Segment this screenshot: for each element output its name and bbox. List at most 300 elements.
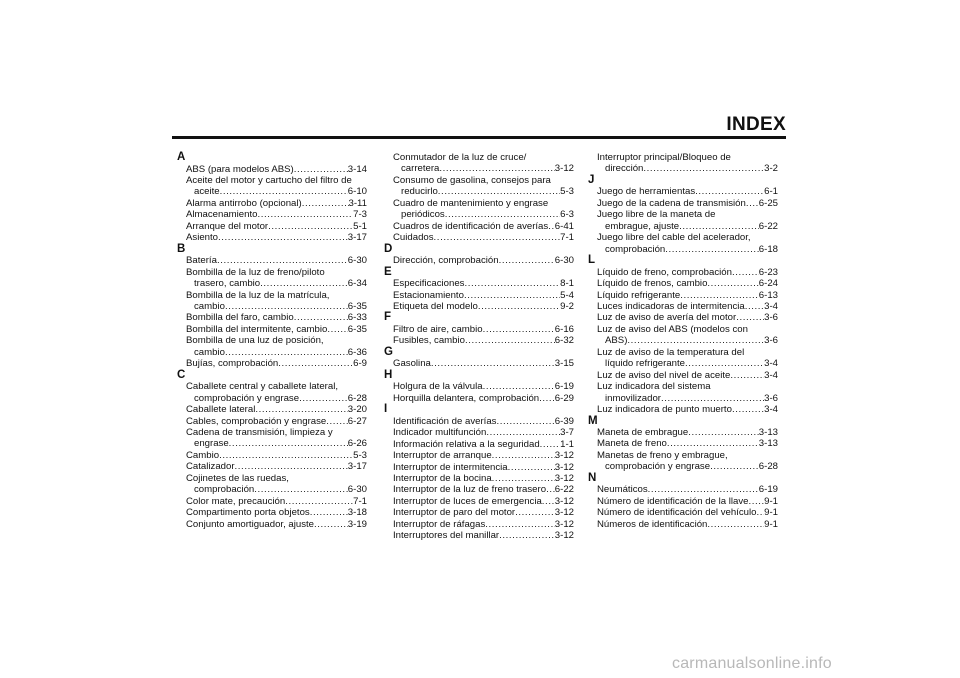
index-entry bbox=[177, 164, 367, 175]
index-entry-page: 9-1 bbox=[764, 495, 778, 507]
dot-leader bbox=[695, 186, 764, 197]
index-entry-label: Número de identificación del vehículo bbox=[597, 507, 757, 519]
dot-leader bbox=[746, 198, 759, 209]
index-entry-label: ABS (para modelos ABS) bbox=[186, 163, 294, 175]
index-letter-heading: C bbox=[177, 368, 186, 381]
index-entry bbox=[384, 530, 574, 541]
index-entry-line: Luz de aviso de la temperatura del bbox=[597, 346, 745, 358]
index-letter-heading: N bbox=[588, 471, 597, 484]
index-entry-label: Número de identificación de la llave bbox=[597, 495, 749, 507]
dot-leader bbox=[736, 312, 764, 323]
index-entry bbox=[177, 438, 367, 449]
dot-leader bbox=[732, 404, 764, 415]
index-entry-page: 6-33 bbox=[347, 312, 367, 324]
index-entry-label: Interruptores del manillar bbox=[393, 530, 500, 542]
index-entry-page: 6-16 bbox=[554, 323, 574, 335]
index-entry-page: 3-4 bbox=[764, 300, 778, 312]
dot-leader bbox=[326, 416, 348, 427]
index-letter-heading: A bbox=[177, 151, 186, 163]
dot-leader bbox=[665, 244, 759, 255]
index-entry-page: 9-1 bbox=[764, 518, 778, 530]
index-entry-label: cambio bbox=[194, 300, 225, 312]
dot-leader bbox=[492, 450, 555, 461]
index-entry-label: comprobación bbox=[605, 243, 666, 255]
index-letter-heading: H bbox=[384, 368, 393, 381]
index-entry-label: Holgura de la válvula bbox=[393, 381, 483, 393]
index-entry-label: trasero, cambio bbox=[194, 278, 261, 290]
index-entry-line: Juego libre de la maneta de bbox=[597, 209, 716, 221]
index-entry-line: Cuadro de mantenimiento y engrase bbox=[393, 197, 549, 209]
index-entry-label: Almacenamiento bbox=[186, 209, 258, 221]
index-letter-heading: G bbox=[384, 345, 393, 358]
index-entry-label: Interruptor de luces de emergencia bbox=[393, 495, 542, 507]
index-entry-page: 3-6 bbox=[764, 392, 778, 404]
index-entry-label: Cuidados bbox=[393, 232, 434, 244]
dot-leader bbox=[515, 507, 555, 518]
index-entry bbox=[384, 186, 574, 197]
index-entry bbox=[384, 439, 574, 450]
index-entry bbox=[384, 290, 574, 301]
index-entry-page: 9-1 bbox=[764, 507, 778, 519]
dot-leader bbox=[483, 324, 555, 335]
index-entry bbox=[588, 186, 778, 197]
dot-leader bbox=[314, 519, 348, 530]
index-entry-line: Cojinetes de las ruedas, bbox=[186, 472, 289, 484]
dot-leader bbox=[627, 335, 764, 346]
dot-leader bbox=[217, 255, 348, 266]
dot-leader bbox=[680, 290, 759, 301]
index-entry-page: 3-15 bbox=[554, 358, 574, 370]
dot-leader bbox=[260, 278, 348, 289]
index-entry bbox=[177, 347, 367, 358]
dot-leader bbox=[710, 461, 759, 472]
index-entry-page: 6-24 bbox=[758, 278, 778, 290]
index-entry-page: 6-35 bbox=[347, 300, 367, 312]
index-letter-heading: M bbox=[588, 414, 598, 427]
index-entry-label: Horquilla delantera, comprobación bbox=[393, 392, 540, 404]
index-entry-page: 3-17 bbox=[347, 232, 367, 244]
index-letter-heading: I bbox=[384, 403, 388, 416]
index-entry bbox=[177, 255, 367, 266]
index-entry bbox=[588, 267, 778, 278]
index-entry-page: 3-20 bbox=[347, 404, 367, 416]
dot-leader bbox=[439, 163, 554, 174]
index-entry bbox=[177, 358, 367, 369]
index-entry bbox=[384, 301, 574, 312]
watermark[interactable]: carmanualsonline.info bbox=[672, 655, 832, 672]
index-entry bbox=[384, 484, 574, 495]
index-entry-label: comprobación y engrase bbox=[194, 392, 300, 404]
dot-leader bbox=[434, 232, 561, 243]
index-entry-label: Bombilla del intermitente, cambio bbox=[186, 323, 328, 335]
index-entry-label: Bombilla del faro, cambio bbox=[186, 312, 294, 324]
index-entry-page: 3-17 bbox=[347, 461, 367, 473]
index-entry bbox=[588, 519, 778, 530]
index-letter-heading: J bbox=[588, 173, 595, 186]
index-entry-line: Luz de aviso del ABS (modelos con bbox=[597, 323, 748, 335]
index-entry-label: Batería bbox=[186, 255, 217, 267]
index-entry-label: engrase bbox=[194, 438, 229, 450]
index-entry-page: 6-34 bbox=[347, 278, 367, 290]
index-entry-page: 6-9 bbox=[353, 358, 367, 370]
dot-leader bbox=[548, 221, 555, 232]
index-entry bbox=[177, 232, 367, 243]
dot-leader bbox=[219, 450, 353, 461]
dot-leader bbox=[464, 278, 560, 289]
index-entry-label: Líquido de freno, comprobación bbox=[597, 266, 732, 278]
index-entry-page: 7-3 bbox=[353, 209, 367, 221]
index-entry-label: Líquido de frenos, cambio bbox=[597, 278, 708, 290]
index-entry bbox=[588, 507, 778, 518]
index-column-2 bbox=[384, 152, 574, 542]
index-entry bbox=[384, 221, 574, 232]
index-entry-page: 3-13 bbox=[758, 438, 778, 450]
index-entry-page: 9-2 bbox=[560, 300, 574, 312]
index-entry-page: 6-30 bbox=[347, 255, 367, 267]
index-entry-page: 7-1 bbox=[560, 232, 574, 244]
index-entry bbox=[177, 209, 367, 220]
index-entry bbox=[177, 507, 367, 518]
index-entry-label: Interruptor de ráfagas bbox=[393, 518, 486, 530]
index-letter-heading: F bbox=[384, 311, 392, 324]
index-entry-page: 3-12 bbox=[554, 163, 574, 175]
dot-leader bbox=[643, 163, 764, 174]
index-letter-heading: D bbox=[384, 242, 393, 255]
dot-leader bbox=[431, 358, 555, 369]
index-entry bbox=[384, 393, 574, 404]
dot-leader bbox=[255, 404, 347, 415]
index-entry bbox=[588, 370, 778, 381]
index-entry-page: 3-11 bbox=[348, 197, 367, 209]
index-entry-page: 6-28 bbox=[347, 392, 367, 404]
index-entry bbox=[588, 438, 778, 449]
index-entry-page: 3-12 bbox=[554, 472, 574, 484]
dot-leader bbox=[465, 335, 555, 346]
index-entry-label: Catalizador bbox=[186, 461, 235, 473]
index-entry-label: Juego de herramientas bbox=[597, 186, 696, 198]
index-entry-label: Especificaciones bbox=[393, 278, 465, 290]
index-entry-page: 6-10 bbox=[347, 186, 367, 198]
index-entry bbox=[384, 519, 574, 530]
index-entry-line: Conmutador de la luz de cruce/ bbox=[393, 152, 527, 163]
index-letter-heading: B bbox=[177, 242, 186, 255]
index-entry-line: Consumo de gasolina, consejos para bbox=[393, 174, 551, 186]
dot-leader bbox=[667, 438, 759, 449]
index-entry bbox=[177, 484, 367, 495]
index-entry-page: 5-4 bbox=[560, 289, 574, 301]
index-entry-label: Luz de aviso de avería del motor bbox=[597, 312, 737, 324]
index-entry-page: 5-3 bbox=[353, 449, 367, 461]
index-entry-page: 6-23 bbox=[758, 266, 778, 278]
index-entry bbox=[177, 450, 367, 461]
index-entry-label: inmovilizador bbox=[605, 392, 661, 404]
index-entry-line: Aceite del motor y cartucho del filtro de bbox=[186, 174, 352, 186]
index-entry bbox=[588, 484, 778, 495]
dot-leader bbox=[756, 507, 764, 518]
index-entry-label: Interruptor de la bocina bbox=[393, 472, 492, 484]
index-entry-page: 3-6 bbox=[764, 312, 778, 324]
index-entry-page: 6-35 bbox=[347, 323, 367, 335]
index-entry bbox=[588, 393, 778, 404]
index-entry-label: Asiento bbox=[186, 232, 218, 244]
dot-leader bbox=[218, 232, 348, 243]
index-entry-page: 6-18 bbox=[758, 243, 778, 255]
dot-leader bbox=[438, 186, 560, 197]
index-entry-label: Identificación de averías bbox=[393, 415, 497, 427]
index-entry-page: 3-2 bbox=[764, 163, 778, 175]
index-entry-label: Juego de la cadena de transmisión bbox=[597, 197, 746, 209]
index-entry-line: Bombilla de la luz de freno/piloto bbox=[186, 266, 325, 278]
dot-leader bbox=[707, 278, 758, 289]
index-entry-page: 6-3 bbox=[560, 209, 574, 221]
index-entry bbox=[177, 186, 367, 197]
index-entry-label: Luces indicadoras de intermitencia bbox=[597, 300, 745, 312]
index-entry-label: aceite bbox=[194, 186, 220, 198]
dot-leader bbox=[508, 462, 555, 473]
dot-leader bbox=[499, 255, 555, 266]
index-entry bbox=[384, 324, 574, 335]
index-entry-line: Caballete central y caballete lateral, bbox=[186, 381, 338, 393]
index-entry-line: Interruptor principal/Bloqueo de bbox=[597, 152, 731, 163]
index-entry-page: 3-12 bbox=[554, 530, 574, 542]
dot-leader bbox=[483, 381, 555, 392]
index-entry-page: 6-19 bbox=[758, 484, 778, 496]
dot-leader bbox=[254, 484, 348, 495]
index-entry-label: Arranque del motor bbox=[186, 220, 269, 232]
index-entry-line: Cadena de transmisión, limpieza y bbox=[186, 427, 333, 439]
index-entry-page: 6-13 bbox=[758, 289, 778, 301]
dot-leader bbox=[225, 301, 348, 312]
dot-leader bbox=[464, 290, 560, 301]
dot-leader bbox=[732, 267, 759, 278]
index-entry-page: 7-1 bbox=[353, 495, 367, 507]
index-entry bbox=[177, 324, 367, 335]
index-entry-page: 6-22 bbox=[554, 484, 574, 496]
index-entry bbox=[384, 496, 574, 507]
title-rule bbox=[172, 136, 786, 139]
index-entry bbox=[177, 416, 367, 427]
index-entry bbox=[384, 416, 574, 427]
index-entry-page: 1-1 bbox=[560, 438, 574, 450]
index-entry-page: 5-1 bbox=[353, 220, 367, 232]
index-entry-page: 6-41 bbox=[554, 220, 574, 232]
index-entry bbox=[384, 255, 574, 266]
index-entry bbox=[384, 507, 574, 518]
index-entry bbox=[588, 221, 778, 232]
dot-leader bbox=[445, 209, 560, 220]
index-entry-page: 3-4 bbox=[764, 404, 778, 416]
index-entry-page: 6-28 bbox=[758, 461, 778, 473]
dot-leader bbox=[661, 393, 764, 404]
index-entry-label: Maneta de freno bbox=[597, 438, 667, 450]
index-entry bbox=[177, 461, 367, 472]
index-entry bbox=[588, 358, 778, 369]
index-entry-label: periódicos bbox=[401, 209, 445, 221]
index-entry bbox=[588, 335, 778, 346]
index-entry bbox=[177, 312, 367, 323]
dot-leader bbox=[268, 221, 353, 232]
index-entry-label: cambio bbox=[194, 346, 225, 358]
index-entry-label: Color mate, precaución bbox=[186, 495, 286, 507]
index-entry-line: Manetas de freno y embrague, bbox=[597, 449, 728, 461]
index-entry bbox=[384, 335, 574, 346]
index-entry-label: Interruptor de paro del motor bbox=[393, 507, 516, 519]
index-entry-label: Dirección, comprobación bbox=[393, 255, 499, 267]
index-entry-label: Interruptor de intermitencia bbox=[393, 461, 508, 473]
dot-leader bbox=[285, 496, 353, 507]
index-entry bbox=[588, 290, 778, 301]
index-entry-line: Luz indicadora del sistema bbox=[597, 381, 711, 393]
index-entry-page: 6-32 bbox=[554, 335, 574, 347]
dot-leader bbox=[257, 209, 353, 220]
dot-leader bbox=[679, 221, 759, 232]
index-entry-label: comprobación y engrase bbox=[605, 461, 711, 473]
index-entry bbox=[384, 163, 574, 174]
index-entry-label: líquido refrigerante bbox=[605, 358, 685, 370]
index-entry bbox=[384, 209, 574, 220]
index-entry bbox=[177, 393, 367, 404]
dot-leader bbox=[485, 519, 555, 530]
index-entry-label: Información relativa a la seguridad bbox=[393, 438, 540, 450]
index-entry-page: 3-13 bbox=[758, 427, 778, 439]
index-entry-page: 8-1 bbox=[560, 278, 574, 290]
index-entry-label: Interruptor de arranque bbox=[393, 450, 492, 462]
index-entry bbox=[384, 427, 574, 438]
index-entry-label: ABS) bbox=[605, 335, 628, 347]
index-entry bbox=[588, 244, 778, 255]
dot-leader bbox=[748, 496, 764, 507]
index-entry-page: 6-22 bbox=[758, 220, 778, 232]
index-entry bbox=[384, 278, 574, 289]
index-entry bbox=[384, 381, 574, 392]
dot-leader bbox=[225, 347, 348, 358]
index-entry-label: Gasolina bbox=[393, 358, 431, 370]
index-entry-page: 3-12 bbox=[554, 518, 574, 530]
index-entry-page: 6-30 bbox=[554, 255, 574, 267]
index-entry-label: Luz de aviso del nivel de aceite bbox=[597, 369, 731, 381]
dot-leader bbox=[478, 301, 560, 312]
index-entry-label: Conjunto amortiguador, ajuste bbox=[186, 518, 314, 530]
index-entry bbox=[588, 461, 778, 472]
index-entry-page: 6-1 bbox=[764, 186, 778, 198]
index-entry-line: Juego libre del cable del acelerador, bbox=[597, 232, 751, 244]
dot-leader bbox=[294, 312, 348, 323]
index-entry bbox=[177, 278, 367, 289]
dot-leader bbox=[730, 370, 764, 381]
index-entry-label: comprobación bbox=[194, 484, 255, 496]
index-entry-label: Cambio bbox=[186, 449, 220, 461]
index-column-1 bbox=[177, 152, 367, 530]
index-entry-label: Indicador multifunción bbox=[393, 427, 487, 439]
dot-leader bbox=[546, 484, 555, 495]
index-entry bbox=[177, 221, 367, 232]
index-entry-label: reducirlo bbox=[401, 186, 438, 198]
dot-leader bbox=[492, 473, 555, 484]
index-entry-page: 3-14 bbox=[347, 163, 367, 175]
index-entry-label: Bujías, comprobación bbox=[186, 358, 279, 370]
index-entry bbox=[588, 312, 778, 323]
dot-leader bbox=[685, 358, 764, 369]
index-entry bbox=[177, 496, 367, 507]
index-entry bbox=[588, 496, 778, 507]
index-entry-label: Neumáticos bbox=[597, 484, 648, 496]
index-entry bbox=[384, 358, 574, 369]
index-entry-page: 6-39 bbox=[554, 415, 574, 427]
index-entry bbox=[588, 198, 778, 209]
dot-leader bbox=[540, 439, 560, 450]
index-entry-label: Luz indicadora de punto muerto bbox=[597, 404, 732, 416]
index-entry-label: Fusibles, cambio bbox=[393, 335, 465, 347]
index-entry-label: Líquido refrigerante bbox=[597, 289, 681, 301]
dot-leader bbox=[299, 393, 348, 404]
dot-leader bbox=[707, 519, 764, 530]
index-entry-page: 6-36 bbox=[347, 346, 367, 358]
index-entry-label: Cables, comprobación y engrase bbox=[186, 415, 327, 427]
index-entry-page: 6-19 bbox=[554, 381, 574, 393]
dot-leader bbox=[327, 324, 347, 335]
index-entry bbox=[588, 163, 778, 174]
dot-leader bbox=[688, 427, 759, 438]
index-entry-label: Caballete lateral bbox=[186, 404, 256, 416]
index-entry bbox=[177, 519, 367, 530]
index-entry-label: carretera bbox=[401, 163, 440, 175]
dot-leader bbox=[235, 461, 348, 472]
index-entry-page: 6-29 bbox=[554, 392, 574, 404]
index-entry bbox=[588, 278, 778, 289]
index-entry bbox=[588, 404, 778, 415]
dot-leader bbox=[745, 301, 764, 312]
index-entry-label: embrague, ajuste bbox=[605, 220, 680, 232]
index-entry bbox=[384, 462, 574, 473]
index-entry-label: Cuadros de identificación de averías bbox=[393, 220, 549, 232]
index-entry-line: Bombilla de la luz de la matrícula, bbox=[186, 289, 330, 301]
index-entry-page: 3-19 bbox=[347, 518, 367, 530]
index-entry-page: 3-6 bbox=[764, 335, 778, 347]
dot-leader bbox=[499, 530, 555, 541]
index-entry-page: 3-12 bbox=[554, 450, 574, 462]
dot-leader bbox=[310, 507, 348, 518]
index-letter-heading: E bbox=[384, 265, 392, 278]
index-entry-label: Alarma antirrobo (opcional) bbox=[186, 197, 302, 209]
dot-leader bbox=[648, 484, 759, 495]
index-entry bbox=[384, 232, 574, 243]
index-entry bbox=[177, 198, 367, 209]
index-entry-line: Bombilla de una luz de posición, bbox=[186, 335, 324, 347]
index-entry bbox=[384, 450, 574, 461]
dot-leader bbox=[542, 496, 555, 507]
index-entry-page: 3-12 bbox=[554, 461, 574, 473]
dot-leader bbox=[220, 186, 348, 197]
index-column-3 bbox=[588, 152, 778, 530]
index-entry-label: Números de identificación bbox=[597, 518, 708, 530]
dot-leader bbox=[486, 427, 560, 438]
index-entry-page: 6-30 bbox=[347, 484, 367, 496]
page-title: INDEX bbox=[726, 114, 786, 135]
dot-leader bbox=[294, 164, 348, 175]
dot-leader bbox=[278, 358, 353, 369]
index-entry bbox=[588, 427, 778, 438]
index-entry bbox=[177, 404, 367, 415]
index-entry-page: 3-4 bbox=[764, 369, 778, 381]
index-entry-label: Interruptor de la luz de freno trasero bbox=[393, 484, 547, 496]
index-entry bbox=[384, 473, 574, 484]
index-entry-page: 3-12 bbox=[554, 495, 574, 507]
index-letter-heading: L bbox=[588, 254, 596, 267]
index-entry-page: 5-3 bbox=[560, 186, 574, 198]
index-entry-page: 3-7 bbox=[560, 427, 574, 439]
index-entry-page: 3-18 bbox=[347, 507, 367, 519]
index-entry-page: 6-26 bbox=[347, 438, 367, 450]
